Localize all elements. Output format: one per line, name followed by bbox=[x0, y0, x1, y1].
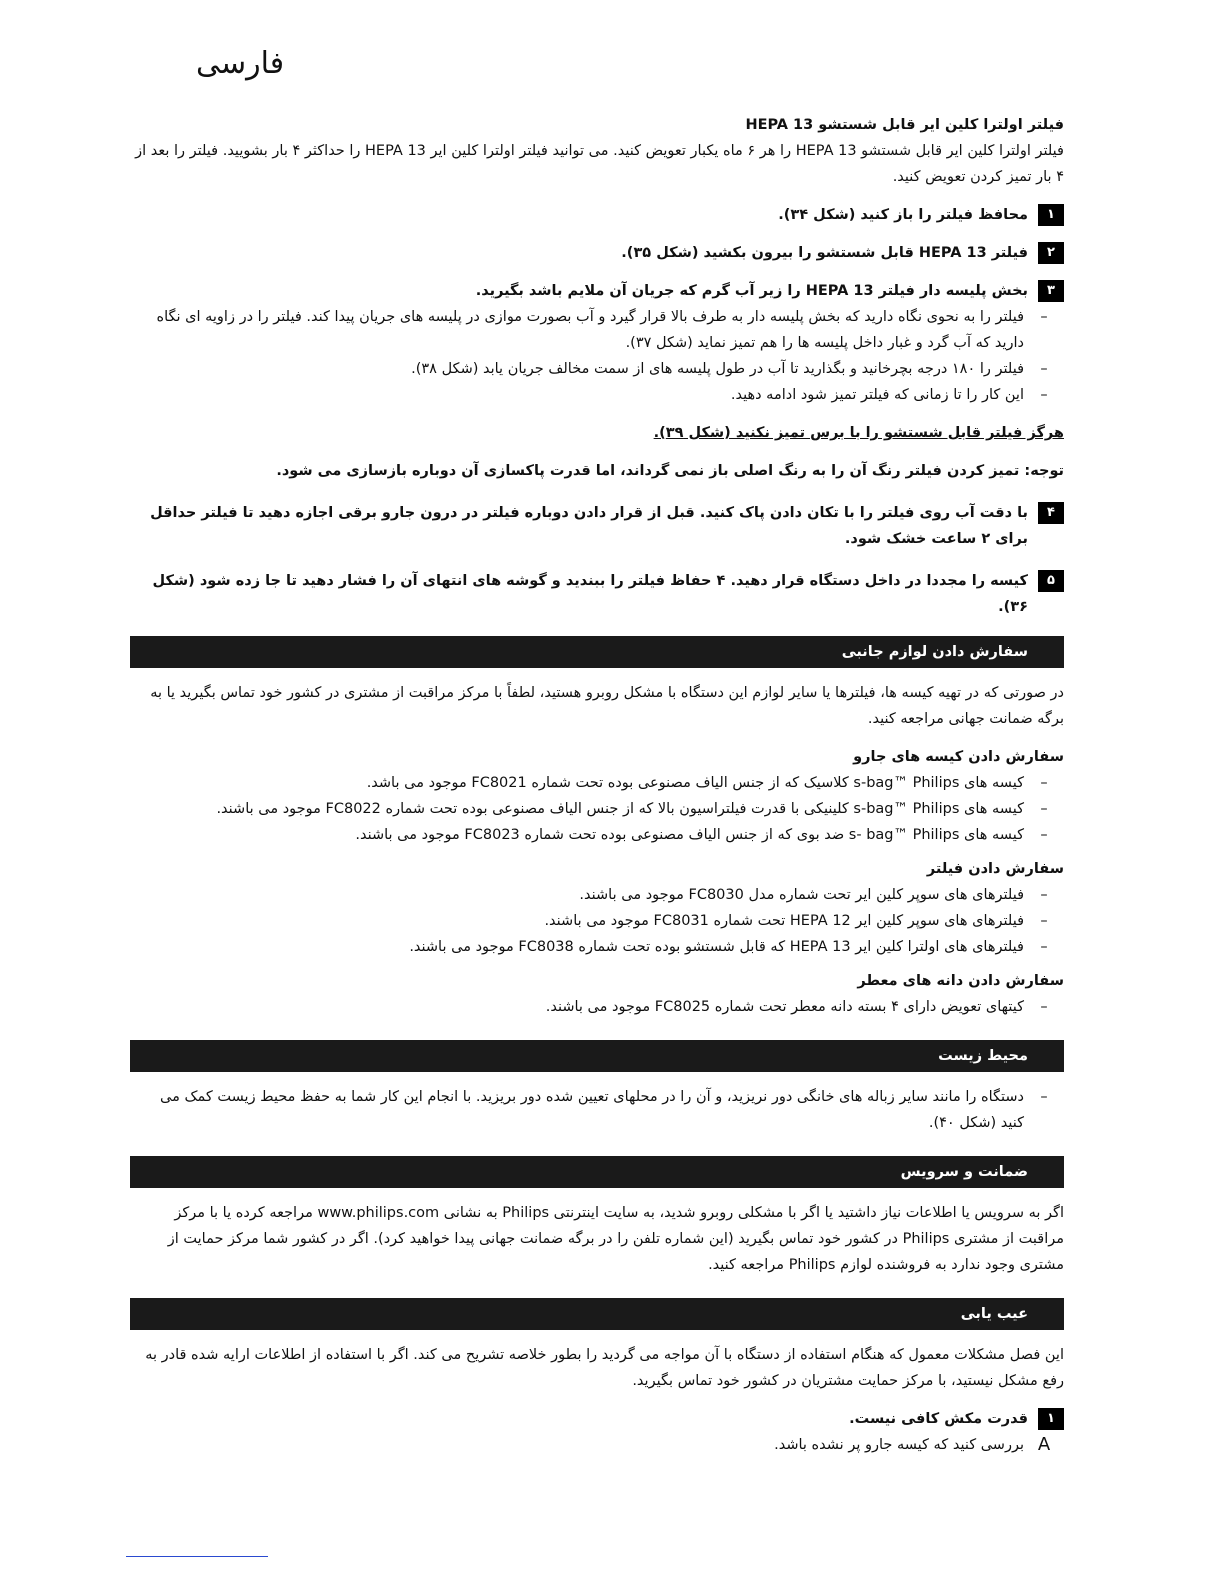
dash-bullet: – bbox=[1040, 361, 1048, 377]
dash-bullet: – bbox=[1040, 309, 1048, 325]
list-item bbox=[130, 356, 1064, 382]
dash-bullet: – bbox=[1040, 387, 1048, 403]
filter-intro: فیلتر اولترا کلین ایر قابل شستشو HEPA 13 را هر ۶ ماه یکبار تعویض کنید. می توانید فیلتر اولترا کلین ایر HEPA 13 را حداکثر ۴ بار بشویید. فیلتر را بعد از ۴ بار تمیز کردن تعویض کنید. bbox=[135, 143, 1064, 185]
problem-row bbox=[130, 1406, 1064, 1432]
list-item-text: فیلترهای های سوپر کلین ایر تحت شماره مدل FC8030 موجود می باشند. bbox=[579, 887, 1024, 903]
step-number: ۳ bbox=[1038, 280, 1064, 302]
footnote-divider bbox=[126, 1556, 268, 1557]
list-item bbox=[130, 1084, 1064, 1136]
list-item bbox=[130, 882, 1064, 908]
step-text: با دقت آب روی فیلتر را با تکان دادن پاک کنید. قبل از قرار دادن دوباره فیلتر در درون جارو برقی اجازه دهید تا فیلتر حداقل برای ۲ ساعت خشک شود. bbox=[150, 505, 1028, 547]
filters-heading: سفارش دادن فیلتر bbox=[926, 861, 1064, 877]
note-text: توجه: تمیز کردن فیلتر رنگ آن را به رنگ اصلی باز نمی گرداند، اما قدرت پاکسازی آن دوباره بازسازی می شود. bbox=[276, 463, 1064, 479]
list-item-text: کیسه های s- bag™ Philips ضد بوی که از جنس الیاف مصنوعی بوده تحت شماره FC8023 موجود می باشند. bbox=[355, 827, 1024, 843]
list-item-text: فیلتر را به نحوی نگاه دارید که بخش پلیسه دار به طرف بالا قرار گیرد و آب بصورت موازی در پلیسه های جریان پیدا کند. فیلتر را در زاویه ای نگاه دارید که آب گرد و غبار داخل پلیسه ها را هم تمیز نماید (شکل ۳۷). bbox=[156, 309, 1024, 351]
section-bar-troubleshooting: عیب یابی bbox=[130, 1298, 1064, 1330]
step-number: ۱ bbox=[1038, 1408, 1064, 1430]
filter-step-4 bbox=[130, 500, 1064, 552]
list-item bbox=[130, 382, 1064, 408]
dash-bullet: – bbox=[1040, 775, 1048, 791]
step-text: فیلتر HEPA 13 قابل شستشو را بیرون بکشید (شکل ۳۵). bbox=[621, 245, 1028, 261]
troubleshooting-intro: این فصل مشکلات معمول که هنگام استفاده از دستگاه با آن مواجه می گردید را بطور خلاصه تشریح می کند. اگر با استفاده از اطلاعات ارایه شده قادر به رفع مشکل نیستید، با مرکز حمایت مشتریان در کشور خود تماس بگیرید. bbox=[145, 1347, 1064, 1389]
accessories-intro: در صورتی که در تهیه کیسه ها، فیلترها یا سایر لوازم این دستگاه با مشکل روبرو هستید، لطفاً با مرکز مراقبت از مشتری در کشور خود تماس بگیرید یا به برگه ضمانت جهانی مراجعه کنید. bbox=[150, 685, 1064, 727]
list-item-text: کیتهای تعویض دارای ۴ بسته دانه معطر تحت شماره FC8025 موجود می باشند. bbox=[545, 999, 1024, 1015]
dash-bullet: – bbox=[1040, 801, 1048, 817]
list-item bbox=[130, 770, 1064, 796]
step-number: ۱ bbox=[1038, 204, 1064, 226]
list-item bbox=[130, 934, 1064, 960]
step-text: کیسه را مجددا در داخل دستگاه قرار دهید. ۴ حفاظ فیلتر را ببندید و گوشه های انتهای آن را فشار دهید تا جا زده شود (شکل ۳۶). bbox=[152, 573, 1028, 615]
section-bar-environment: محیط زیست bbox=[130, 1040, 1064, 1072]
guarantee-text: اگر به سرویس یا اطلاعات نیاز داشتید یا اگر با مشکلی روبرو شدید، به سایت اینترنتی Philips به نشانی www.philips.com مراجعه کرده یا با مرکز مراقبت از مشتری Philips در کشور خود تماس بگیرید (این شماره تلفن را در برگه ضمانت جهانی پیدا خواهید کرد). اگر در کشور شما مرکز حمایت از مشتری وجود ندارد به فروشنده لوازم Philips مراجعه کنید. bbox=[167, 1205, 1064, 1273]
section-bar-accessories: سفارش دادن لوازم جانبی bbox=[130, 636, 1064, 668]
list-item bbox=[130, 908, 1064, 934]
scent-heading: سفارش دادن دانه های معطر bbox=[857, 973, 1064, 989]
list-item-text: فیلتر را ۱۸۰ درجه بچرخانید و بگذارید تا آب در طول پلیسه های از سمت مخالف جریان یابد (شکل ۳۸). bbox=[411, 361, 1024, 377]
filter-step-2 bbox=[130, 240, 1064, 266]
list-item-text: دستگاه را مانند سایر زباله های خانگی دور نریزید، و آن را در محلهای تعیین شده دور بریزید. با انجام این کار شما به حفظ محیط زیست کمک می کنید (شکل ۴۰). bbox=[160, 1089, 1024, 1131]
list-item-text: این کار را تا زمانی که فیلتر تمیز شود ادامه دهید. bbox=[730, 387, 1024, 403]
list-item-text: کیسه های s-bag™ Philips کلاسیک که از جنس الیاف مصنوعی بوده تحت شماره FC8021 موجود می باشد. bbox=[366, 775, 1024, 791]
filter-heading: فیلتر اولترا کلین ایر قابل شستشو HEPA 13 bbox=[745, 117, 1064, 133]
dash-bullet: – bbox=[1040, 1089, 1048, 1105]
bags-heading: سفارش دادن کیسه های جارو bbox=[853, 749, 1064, 765]
step-number: ۵ bbox=[1038, 570, 1064, 592]
step-text: بخش پلیسه دار فیلتر HEPA 13 را زیر آب گرم که جریان آن ملایم باشد بگیرید. bbox=[475, 283, 1028, 299]
step-number: ۲ bbox=[1038, 242, 1064, 264]
section-bar-guarantee: ضمانت و سرویس bbox=[130, 1156, 1064, 1188]
warning-text: هرگز فیلتر قابل شستشو را با برس تمیز نکنید (شکل ۳۹). bbox=[653, 425, 1064, 441]
document-body bbox=[130, 112, 1064, 1458]
language-label: فارسی bbox=[196, 46, 285, 81]
list-item bbox=[130, 304, 1064, 356]
problem-text: قدرت مکش کافی نیست. bbox=[849, 1411, 1028, 1427]
answer-text: بررسی کنید که کیسه جارو پر نشده باشد. bbox=[774, 1437, 1024, 1453]
list-item-text: فیلترهای های اولترا کلین ایر HEPA 13 که قابل شستشو بوده تحت شماره FC8038 موجود می باشند. bbox=[409, 939, 1024, 955]
filter-step-1 bbox=[130, 202, 1064, 228]
answer-row bbox=[130, 1432, 1064, 1458]
filter-step-5 bbox=[130, 568, 1064, 620]
filter-step-3 bbox=[130, 278, 1064, 304]
list-item bbox=[130, 994, 1064, 1020]
list-item bbox=[130, 796, 1064, 822]
dash-bullet: – bbox=[1040, 939, 1048, 955]
list-item-text: فیلترهای های سوپر کلین ایر HEPA 12 تحت شماره FC8031 موجود می باشند. bbox=[544, 913, 1024, 929]
dash-bullet: – bbox=[1040, 827, 1048, 843]
answer-marker: A bbox=[1037, 1434, 1051, 1455]
list-item-text: کیسه های s-bag™ Philips کلینیکی با قدرت فیلتراسیون بالا که از جنس الیاف مصنوعی بوده تحت شماره FC8022 موجود می باشند. bbox=[216, 801, 1024, 817]
dash-bullet: – bbox=[1040, 999, 1048, 1015]
step-text: محافظ فیلتر را باز کنید (شکل ۳۴). bbox=[778, 207, 1028, 223]
dash-bullet: – bbox=[1040, 887, 1048, 903]
list-item bbox=[130, 822, 1064, 848]
dash-bullet: – bbox=[1040, 913, 1048, 929]
step-number: ۴ bbox=[1038, 502, 1064, 524]
